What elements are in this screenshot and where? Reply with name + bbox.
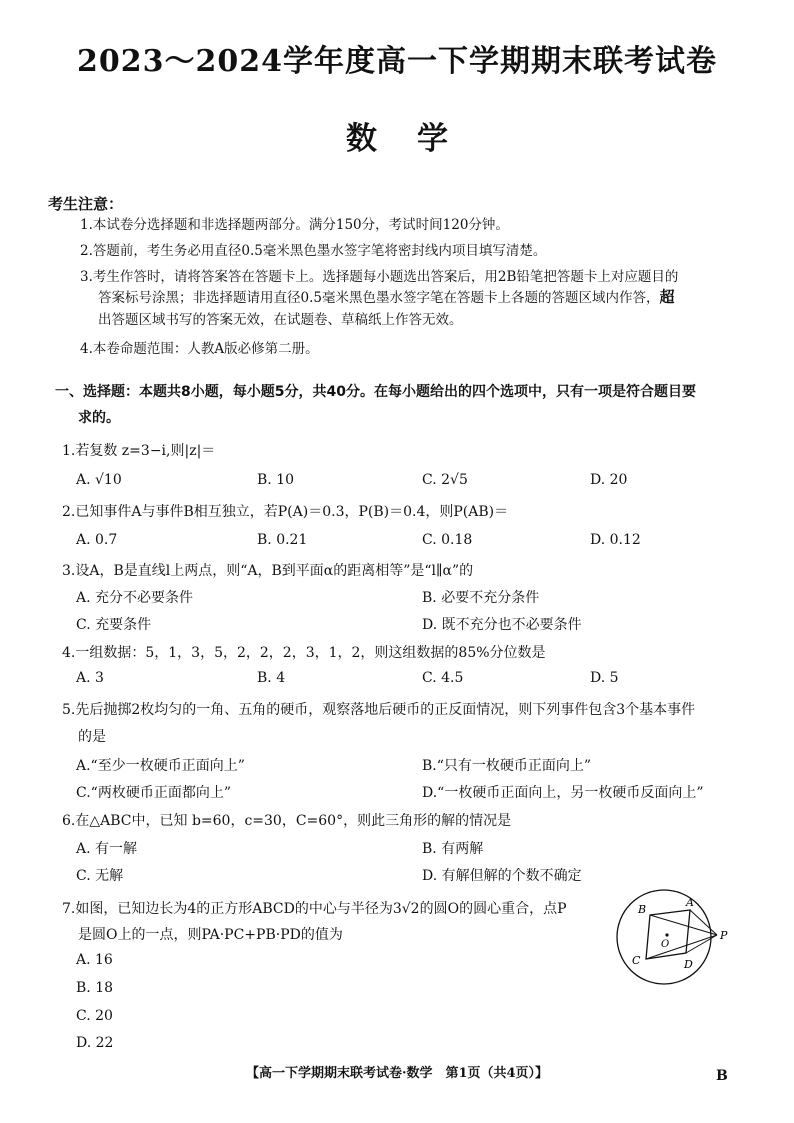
label-p: P: [720, 929, 728, 942]
question-stem-cont: 是圆O上的一点，则PA·PC+PB·PD的值为: [78, 927, 343, 943]
notice-emphasis: 出答题区域书写的答案无效，在试题卷、草稿纸上作答无效。: [98, 312, 463, 328]
option-b: B. 必要不充分条件: [422, 590, 540, 606]
option-d: D. 20: [590, 472, 628, 488]
option-d: D. 既不充分也不必要条件: [422, 617, 582, 633]
option-a: A. 3: [76, 670, 104, 686]
option-c: C. 充要条件: [76, 617, 152, 633]
option-d: D. 22: [76, 1035, 114, 1051]
label-a: A: [686, 896, 694, 909]
option-b: B. 18: [76, 980, 114, 996]
option-c: C.“两枚硬币正面都向上”: [76, 785, 231, 801]
question-stem: 1.若复数 z=3−i,则|z|＝: [62, 443, 216, 459]
option-d: D. 5: [590, 670, 619, 686]
option-a: A. 有一解: [76, 841, 138, 857]
version-mark: B: [716, 1068, 728, 1084]
center-point: [665, 933, 668, 936]
notice-item-part: 答案标号涂黑；非选择题请用直径0.5毫米黑色墨水签字笔在答题卡上各题的答题区域内作答，: [98, 290, 660, 306]
option-d: D. 0.12: [590, 532, 641, 548]
label-d: D: [684, 958, 693, 971]
option-c: C. 20: [76, 1008, 113, 1024]
label-b: B: [638, 903, 647, 916]
option-c: C. 2√5: [422, 472, 468, 488]
notice-item: 1.本试卷分选择题和非选择题两部分。满分150分，考试时间120分钟。: [80, 217, 509, 233]
question-stem: 4.一组数据：5，1，3，5，2，2，2，3，1，2，则这组数据的85%分位数是: [62, 645, 546, 661]
option-a: A. 0.7: [76, 532, 118, 548]
option-b: B. 0.21: [257, 532, 308, 548]
option-a: A. √10: [76, 472, 122, 488]
option-a: A. 16: [76, 952, 113, 968]
notice-item: 3.考生作答时，请将答案答在答题卡上。选择题每小题选出答案后，用2B铅笔把答题卡上对应题目的: [80, 269, 679, 285]
section-heading: 一、选择题：本题共8小题，每小题5分，共40分。在每小题给出的四个选项中，只有一项是符合题目要: [55, 384, 696, 400]
option-c: C. 0.18: [422, 532, 473, 548]
option-d: D.“一枚硬币正面向上，另一枚硬币反面向上”: [422, 785, 704, 801]
question-stem-cont: 的是: [78, 729, 106, 745]
question-stem: 3.设A，B是直线l上两点，则“A，B到平面α的距离相等”是“l∥α”的: [62, 563, 474, 579]
page-footer: 【高一下学期期末联考试卷·数学 第1页（共4页）】: [245, 1066, 549, 1081]
question-stem: 6.在△ABC中，已知 b=60，c=30，C=60°，则此三角形的解的情况是: [62, 813, 512, 829]
option-b: B. 有两解: [422, 841, 484, 857]
section-heading: 求的。: [78, 410, 120, 426]
notice-item: 4.本卷命题范围：人教A版必修第二册。: [80, 341, 319, 357]
notice-item: 2.答题前，考生务必用直径0.5毫米黑色墨水签字笔将密封线内项目填写清楚。: [80, 243, 547, 259]
option-b: B. 10: [257, 472, 295, 488]
label-c: C: [632, 954, 641, 967]
option-c: C. 无解: [76, 868, 124, 884]
option-c: C. 4.5: [422, 670, 464, 686]
subject-title: 数学: [346, 121, 488, 157]
option-b: B.“只有一枚硬币正面向上”: [422, 758, 592, 774]
question-stem: 5.先后抛掷2枚均匀的一角、五角的硬币，观察落地后硬币的正反面情况，则下列事件包含3个基本事件: [62, 702, 696, 718]
notice-emphasis: 超: [659, 288, 675, 306]
option-d: D. 有解但解的个数不确定: [422, 868, 582, 884]
option-b: B. 4: [257, 670, 286, 686]
page-title: 2023～2024学年度高一下学期期末联考试卷: [77, 44, 717, 79]
question-stem: 2.已知事件A与事件B相互独立，若P(A)＝0.3，P(B)＝0.4，则P(AB)＝: [62, 504, 509, 520]
question-stem: 7.如图，已知边长为4的正方形ABCD的中心与半径为3√2的圆O的圆心重合，点P: [62, 901, 567, 917]
option-a: A.“至少一枚硬币正面向上”: [76, 758, 245, 774]
segment-pc: [646, 935, 717, 959]
circle-o: [617, 890, 711, 984]
geometry-figure: [614, 887, 734, 987]
option-a: A. 充分不必要条件: [76, 590, 194, 606]
label-o: O: [661, 939, 670, 950]
notice-heading: 考生注意：: [48, 195, 124, 213]
